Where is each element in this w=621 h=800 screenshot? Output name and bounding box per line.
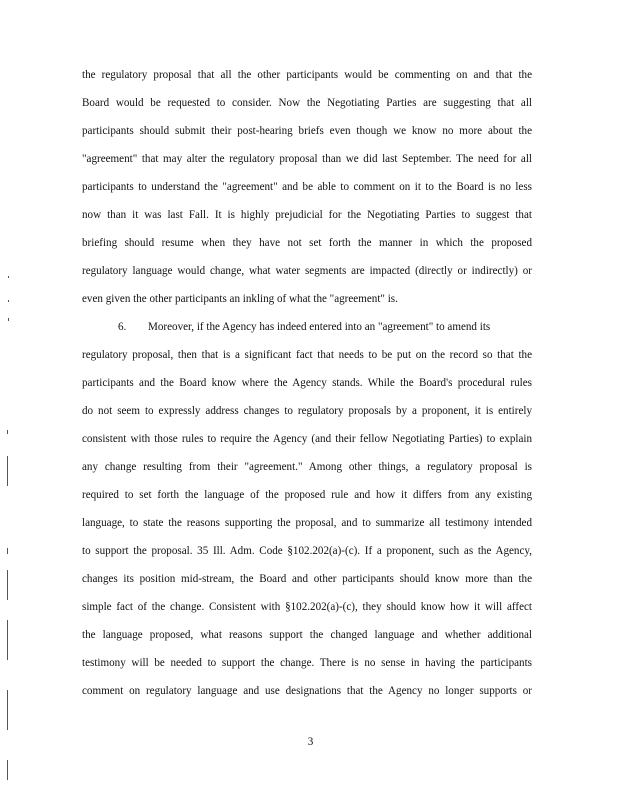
scan-speck [7, 690, 8, 730]
text-line: Board would be requested to consider. Now the Negotiating Parties are suggesting that all [82, 97, 532, 109]
text-line: now than it was last Fall. It is highly prejudicial for the Negotiating Parties to suggest that [82, 209, 532, 221]
page-number: 3 [307, 736, 314, 748]
text-line: language, to state the reasons supporting the proposal, and to summarize all testimony intended [82, 517, 532, 529]
text-line: to support the proposal. 35 Ill. Adm. Code §102.202(a)-(c). If a proponent, such as the Agency, [82, 545, 532, 557]
scan-speck [7, 548, 8, 554]
scan-speck [7, 760, 8, 780]
text-line: any change resulting from their "agreement." Among other things, a regulatory proposal is [82, 461, 532, 473]
text-line: simple fact of the change. Consistent with §102.202(a)-(c), they should know how it will affect [82, 601, 532, 613]
text-line: participants to understand the "agreement" and be able to comment on it to the Board is no less [82, 181, 532, 193]
text-line: changes its position mid-stream, the Board and other participants should know more than the [82, 573, 532, 585]
text-line: regulatory language would change, what water segments are impacted (directly or indirectly) or [82, 265, 532, 277]
text-line: briefing should resume when they have not set forth the manner in which the proposed [82, 237, 532, 249]
scan-speck [7, 430, 8, 434]
text-line: even given the other participants an inkling of what the "agreement" is. [82, 293, 398, 305]
text-line: the language proposed, what reasons support the changed language and whether additional [82, 629, 532, 641]
text-line: required to set forth the language of the proposed rule and how it differs from any existing [82, 489, 532, 501]
paragraph-number: 6. [118, 321, 127, 333]
scan-speck [8, 276, 9, 278]
text-line: participants should submit their post-hearing briefs even though we know no more about the [82, 125, 532, 137]
paragraph-start [82, 320, 532, 334]
text-line: regulatory proposal, then that is a significant fact that needs to be put on the record so that the [82, 349, 532, 361]
scan-speck [8, 318, 9, 321]
text-line: do not seem to expressly address changes to regulatory proposals by a proponent, it is entirely [82, 405, 532, 417]
text-line: comment on regulatory language and use designations that the Agency no longer supports or [82, 685, 532, 697]
scan-speck [7, 456, 8, 486]
scan-speck [8, 300, 9, 302]
scan-speck [7, 570, 8, 600]
text-line: participants and the Board know where the Agency stands. While the Board's procedural rules [82, 377, 532, 389]
text-line: testimony will be needed to support the change. There is no sense in having the participants [82, 657, 532, 669]
scan-speck [7, 620, 8, 660]
text-line: Moreover, if the Agency has indeed entered into an "agreement" to amend its [148, 321, 491, 333]
text-line: consistent with those rules to require the Agency (and their fellow Negotiating Parties) to explain [82, 433, 532, 445]
text-line: the regulatory proposal that all the other participants would be commenting on and that the [82, 69, 532, 81]
text-line: "agreement" that may alter the regulatory proposal than we did last September. The need for all [82, 153, 532, 165]
